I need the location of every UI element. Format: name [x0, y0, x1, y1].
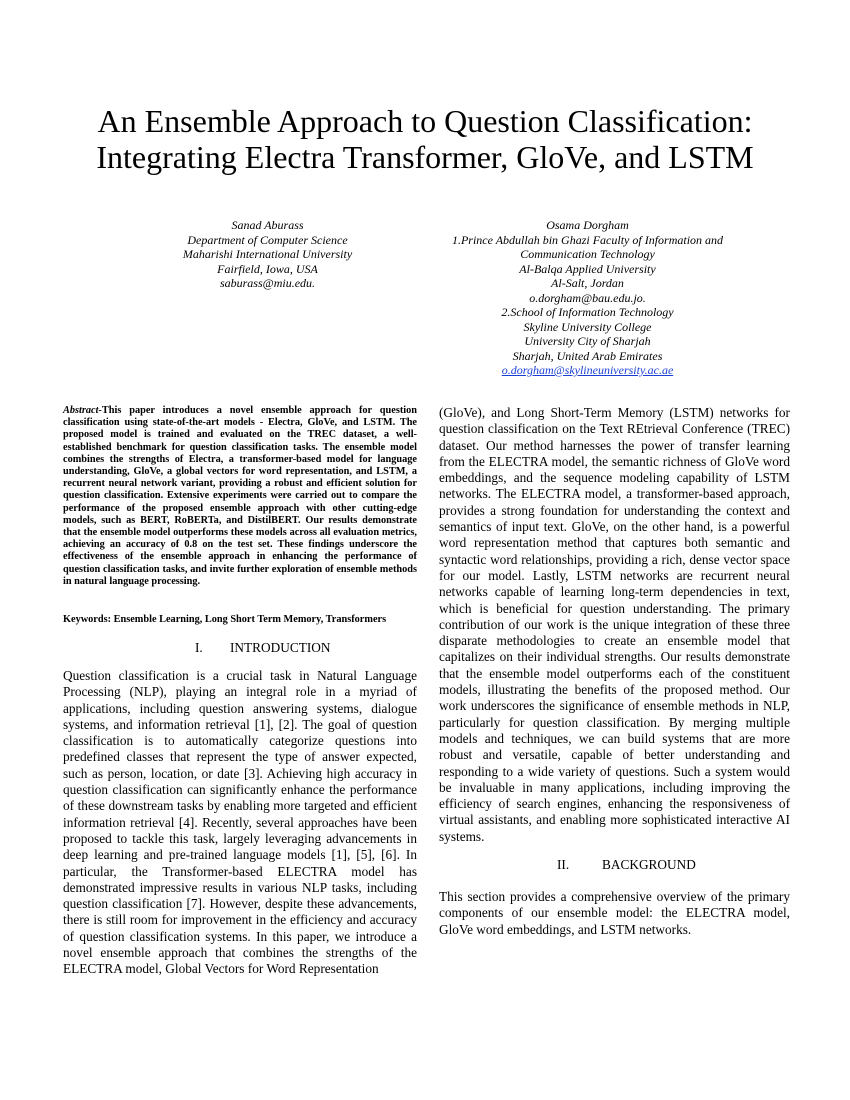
abstract	[63, 405, 417, 588]
section-title: BACKGROUND	[602, 857, 696, 872]
section-number: I.	[195, 640, 203, 655]
author-affiliation-line: Al-Salt, Jordan	[551, 276, 624, 290]
author-affiliation-line: Skyline University College	[523, 319, 652, 334]
author-email: o.dorgham@bau.edu.jo.	[529, 290, 646, 305]
author-block-2	[425, 218, 750, 378]
section-number: II.	[557, 857, 570, 872]
author-location: Fairfield, Iowa, USA	[217, 261, 318, 276]
author-affiliation-line: University City of Sharjah	[524, 334, 651, 348]
paper-title: An Ensemble Approach to Question Classification: Integrating Electra Transformer, GloVe, and LSTM	[96, 103, 754, 175]
author-department: Department of Computer Science	[187, 232, 348, 247]
section-title: INTRODUCTION	[230, 640, 331, 655]
introduction-paragraph-left: Question classification is a crucial task in Natural Language Processing (NLP), playing an integral role in a myriad of applications, including question answering systems, dialogue systems, and information retrieval [1], [2]. The goal of question classification is to automatically categorize questions into predefined classes that represent the type of answer expected, such as person, location, or date [3]. Achieving high accuracy in question classification can significantly enhance the performance of these downstream tasks by enabling more targeted and efficient information retrieval [4]. Recently, several approaches have been proposed to tackle this task, largely leveraging advancements in deep learning and pre-trained language models [1], [5], [6]. In particular, the Transformer-based ELECTRA model has demonstrated impressive results in various NLP tasks, including question classification [7]. However, despite these advancements, there is still room for improvement in the efficiency and accuracy of question classification systems. In this paper, we introduce a novel ensemble approach that combines the strengths of the ELECTRA model, Global Vectors for Word Representation	[63, 668, 417, 977]
abstract-lead: Abstract-	[63, 405, 102, 416]
author-affiliation-line: Sharjah, United Arab Emirates	[512, 348, 663, 363]
author-affiliation-line: Communication Technology	[520, 247, 655, 261]
keywords: Keywords: Ensemble Learning, Long Short Term Memory, Transformers	[63, 614, 387, 625]
author-affiliation-line: 1.Prince Abdullah bin Ghazi Faculty of Information and	[451, 232, 724, 247]
author-name: Sanad Aburass	[231, 218, 304, 232]
background-paragraph: This section provides a comprehensive overview of the primary components of our ensemble model: the ELECTRA model, GloVe word embeddings, and LSTM networks.	[439, 889, 790, 937]
abstract-text: This paper introduces a novel ensemble approach for question classification using state-of-the-art models - Electra, GloVe, and LSTM. The proposed model is trained and evaluated on the TREC dataset, a well-established benchmark for question classification tasks. The ensemble model combines the strengths of Electra, a transformer-based model for language understanding, GloVe, a global vectors for word representation, and LSTM, a recurrent neural network variant, providing a robust and efficient solution for question classification. Extensive experiments were carried out to compare the performance of the proposed ensemble approach with other cutting-edge models, such as BERT, RoBERTa, and DistilBERT. Our results demonstrate that the ensemble model outperforms these models across all evaluation metrics, achieving an accuracy of 0.8 on the test set. These findings underscore the effectiveness of the ensemble approach in enhancing the performance of question classification tasks, and invite further exploration of ensemble methods in natural language processing.	[63, 405, 417, 587]
author-block-1	[150, 218, 385, 291]
section-heading-introduction	[195, 640, 395, 656]
author-email-link[interactable]: o.dorgham@skylineuniversity.ac.ae	[501, 363, 674, 377]
author-name: Osama Dorgham	[546, 218, 629, 232]
author-email: saburass@miu.edu.	[219, 276, 316, 290]
author-affiliation-line: Al-Balqa Applied University	[519, 261, 656, 276]
section-heading-background	[557, 857, 757, 873]
author-email-link-item	[425, 363, 750, 378]
author-institution: Maharishi International University	[182, 247, 353, 261]
introduction-paragraph-right: (GloVe), and Long Short-Term Memory (LSTM) networks for question classification on the Text REtrieval Conference (TREC) dataset. Our method harnesses the power of transfer learning from the ELECTRA model, the semantic richness of GloVe word embeddings, and the sequence modeling capability of LSTM networks. The ELECTRA model, a transformer-based approach, provides a strong foundation for understanding the context and semantics of input text. GloVe, on the other hand, is a powerful word representation method that captures both semantic and syntactic word relationships, providing a rich, dense vector space for our model. Lastly, LSTM networks are recurrent neural networks capable of learning long-term dependencies in text, which is beneficial for question understanding. The primary contribution of our work is the unique integration of these three disparate methodologies to create an ensemble model that capitalizes on their individual strengths. Our results demonstrate that the ensemble model outperforms each of the constituent models, illustrating the benefits of the proposed method. Our work underscores the significance of ensemble methods in NLP, particularly for question classification. By merging multiple models and techniques, we can build systems that are more robust and versatile, capable of better understanding and responding to a wide variety of questions. Such a system would be invaluable in many applications, including improving the efficiency of search engines, enhancing the responsiveness of virtual assistants, and enabling more sophisticated interactive AI systems.	[439, 405, 790, 844]
author-affiliation-line: 2.School of Information Technology	[501, 305, 674, 319]
